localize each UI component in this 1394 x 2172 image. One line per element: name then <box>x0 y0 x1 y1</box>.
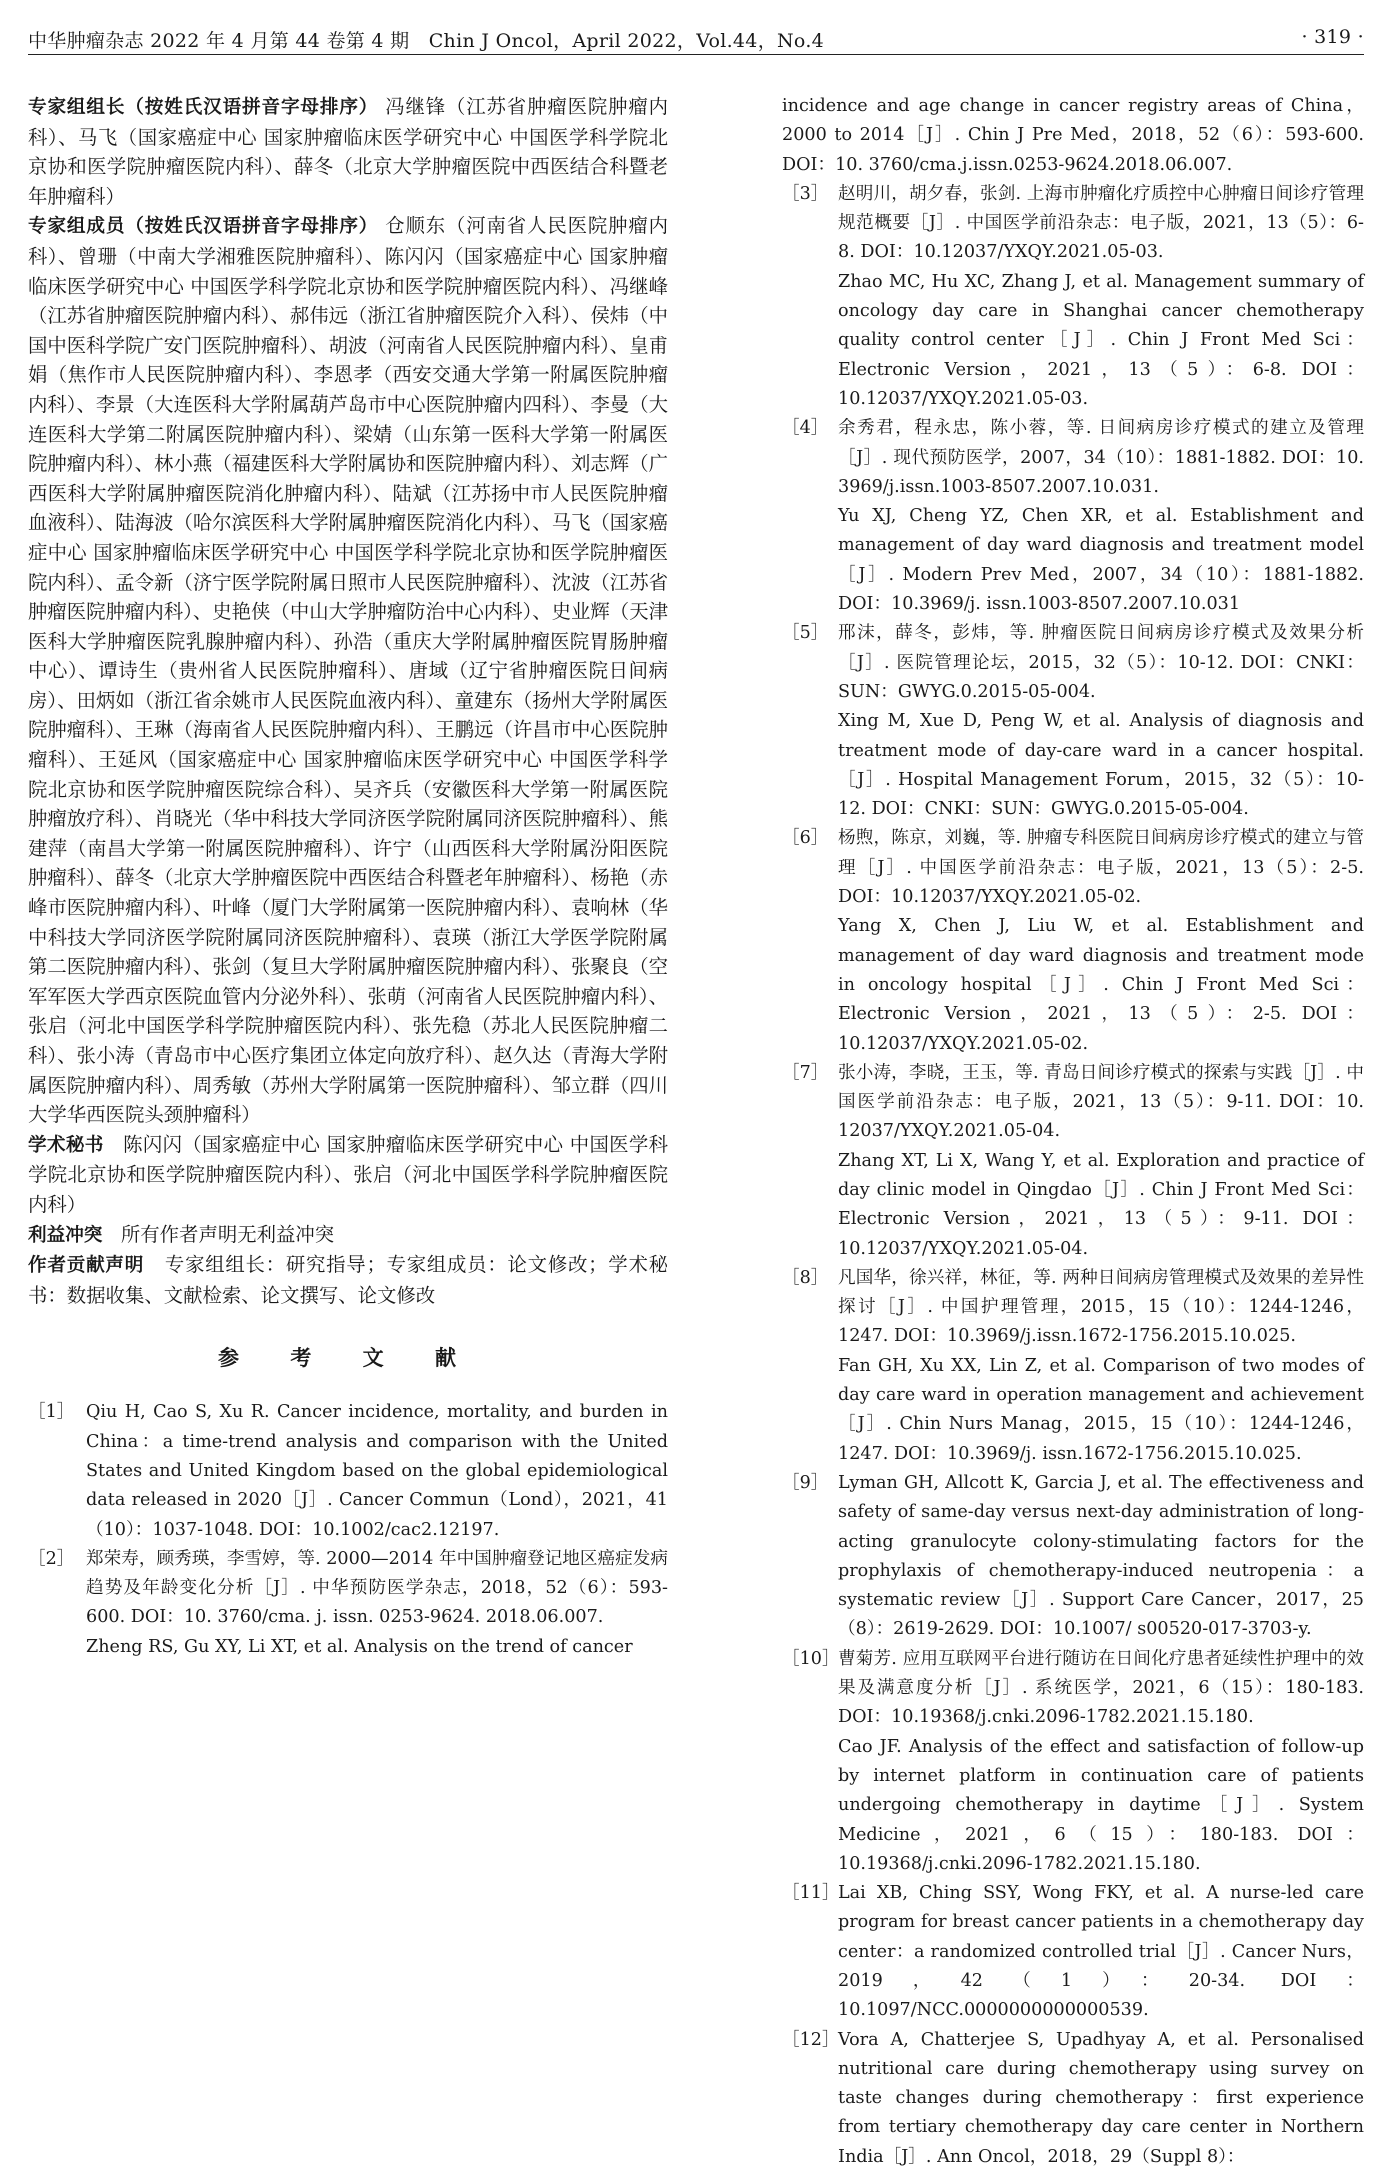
reference-number: ［8］ <box>782 1267 829 1288</box>
leader-text: 冯继锋（江苏省肿瘤医院肿瘤内科）、马飞（国家癌症中心 国家肿瘤临床医学研究中心 中国医学科学院北京协和医学院肿瘤医院内科）、薛冬（北京大学肿瘤医院中西医结合科暨老年肿瘤科） <box>28 95 668 208</box>
reference-number: ［6］ <box>782 828 829 849</box>
reference-number: ［10］ <box>782 1648 840 1669</box>
page-number: · 319 · <box>1301 26 1364 48</box>
reference-english: Fan GH, Xu XX, Lin Z, et al. Comparison of two modes of day care ward in operation management and achievement［J］. Chin Nurs Manag，2015，15（10）：1244-1246，1247. DOI：10.3969/j. issn.1672-1756.2015.10.025. <box>838 1355 1364 1464</box>
reference-number: ［3］ <box>782 183 829 204</box>
contrib-paragraph <box>28 1250 668 1310</box>
secretary-text: 陈闪闪（国家癌症中心 国家肿瘤临床医学研究中心 中国医学科学院北京协和医学院肿瘤医院内科）、张启（河北中国医学科学院肿瘤医院内科） <box>28 1132 669 1216</box>
contrib-label: 作者贡献声明 <box>28 1255 145 1277</box>
reference-number: ［1］ <box>28 1402 75 1423</box>
secretary-label: 学术秘书 <box>28 1134 104 1156</box>
reference-item <box>782 1469 1364 1645</box>
reference-english: Vora A, Chatterjee S, Upadhyay A, et al. Personalised nutritional care during chemotherapy using survey on taste changes during chemotherapy：first experience from tertiary chemotherapy day care center in Northern India［J］. Ann Oncol，2018，29（Suppl 8）： <box>838 2029 1364 2167</box>
reference-chinese: 赵明川，胡夕春，张剑. 上海市肿瘤化疗质控中心肿瘤日间诊疗管理规范概要［J］. 中国医学前沿杂志：电子版，2021，13（5）：6-8. DOI：10.12037/YXQY.2021.05-03. <box>838 183 1364 263</box>
reference-number: ［11］ <box>782 1883 840 1904</box>
reference-item <box>782 1645 1364 1879</box>
reference-english: Lyman GH, Allcott K, Garcia J, et al. The effectiveness and safety of same-day versus next-day administration of long-acting granulocyte colony-stimulating factors for the prophylaxis of chemotherapy-induced neutropenia：a systematic review［J］. Support Care Cancer，2017，25（8）：2619-2629. DOI：10.1007/ s00520-017-3703-y. <box>838 1472 1364 1640</box>
reference-item <box>782 2026 1364 2172</box>
members-text: 仓顺东（河南省人民医院肿瘤内科）、曾珊（中南大学湘雅医院肿瘤科）、陈闪闪（国家癌症中心 国家肿瘤临床医学研究中心 中国医学科学院北京协和医学院肿瘤医院内科）、冯继峰（江苏省肿瘤医院肿瘤内科）、郝伟远（浙江省肿瘤医院介入科）、侯炜（中国中医科学院广安门医院肿瘤科）、胡波（河南省人民医院肿瘤内科）、皇甫娟（焦作市人民医院肿瘤内科）、李恩孝（西安交通大学第一附属医院肿瘤内科）、李景（大连医科大学附属葫芦岛市中心医院肿瘤内四科）、李曼（大连医科大学第二附属医院肿瘤内科）、梁婧（山东第一医科大学第一附属医院肿瘤内科）、林小燕（福建医科大学附属协和医院肿瘤内科）、刘志辉（广西医科大学附属肿瘤医院消化肿瘤内科）、陆斌（江苏扬中市人民医院肿瘤血液科）、陆海波（哈尔滨医科大学附属肿瘤医院消化内科）、马飞（国家癌症中心 国家肿瘤临床医学研究中心 中国医学科学院北京协和医学院肿瘤医院内科）、孟令新（济宁医学院附属日照市人民医院肿瘤科）、沈波（江苏省肿瘤医院肿瘤内科）、史艳侠（中山大学肿瘤防治中心内科）、史业辉（天津医科大学肿瘤医院乳腺肿瘤内科）、孙浩（重庆大学附属肿瘤医院胃肠肿瘤中心）、谭诗生（贵州省人民医院肿瘤科）、唐域（辽宁省肿瘤医院日间病房）、田炳如（浙江省余姚市人民医院血液内科）、童建东（扬州大学附属医院肿瘤科）、王琳（海南省人民医院肿瘤内科）、王鹏远（许昌市中心医院肿瘤科）、王延风（国家癌症中心 国家肿瘤临床医学研究中心 中国医学科学院北京协和医学院肿瘤医院综合科）、吴齐兵（安徽医科大学第一附属医院肿瘤放疗科）、肖晓光（华中科技大学同济医学院附属同济医院肿瘤科）、熊建萍（南昌大学第一附属医院肿瘤科）、许宁（山西医科大学附属汾阳医院肿瘤科）、薛冬（北京大学肿瘤医院中西医结合科暨老年肿瘤科）、杨艳（赤峰市医院肿瘤内科）、叶峰（厦门大学附属第一医院肿瘤内科）、袁响林（华中科技大学同济医学院附属同济医院肿瘤科）、袁瑛（浙江大学医学院附属第二医院肿瘤内科）、张剑（复旦大学附属肿瘤医院肿瘤内科）、张聚良（空军军医大学西京医院血管内分泌外科）、张萌（河南省人民医院肿瘤内科）、张启（河北中国医学科学院肿瘤医院内科）、张先稳（苏北人民医院肿瘤二科）、张小涛（青岛市中心医疗集团立体定向放疗科）、赵久达（青海大学附属医院肿瘤内科）、周秀敏（苏州大学附属第一医院肿瘤科）、邹立群（四川大学华西医院头颈肿瘤科） <box>28 214 668 1127</box>
reference-item <box>782 1879 1364 2025</box>
journal-citation-header: 中华肿瘤杂志 2022 年 4 月第 44 卷第 4 期 Chin J Oncol，April 2022，Vol.44，No.4 <box>28 30 825 52</box>
reference-item <box>782 180 1364 414</box>
reference-english: Qiu H, Cao S, Xu R. Cancer incidence, mortality, and burden in China：a time-trend analysis and comparison with the United States and United Kingdom based on the global epidemiological data released in 2020［J］. Cancer Commun（Lond），2021，41（10）：1037-1048. DOI：10.1002/cac2.12197. <box>86 1402 668 1540</box>
reference-chinese: 张小涛，李晓，王玉，等. 青岛日间诊疗模式的探索与实践［J］. 中国医学前沿杂志：电子版，2021，13（5）：9-11. DOI：10. 12037/YXQY.2021.05-04. <box>838 1062 1364 1142</box>
reference-item <box>782 824 1364 1058</box>
reference-item <box>782 619 1364 824</box>
reference-chinese: 曹菊芳. 应用互联网平台进行随访在日间化疗患者延续性护理中的效果及满意度分析［J］. 系统医学，2021，6（15）：180-183. DOI：10.19368/j.cnki.2096-1782.2021.15.180. <box>838 1648 1364 1728</box>
reference-chinese: 郑荣寿，顾秀瑛，李雪婷，等. 2000—2014 年中国肿瘤登记地区癌症发病趋势及年龄变化分析［J］. 中华预防医学杂志，2018，52（6）：593-600. DOI：10. 3760/cma. j. issn. 0253-9624. 2018.06.007. <box>86 1548 668 1628</box>
reference-number: ［12］ <box>782 2029 840 2050</box>
reference-continuation: incidence and age change in cancer registry areas of China，2000 to 2014［J］. Chin J Pre Med，2018，52（6）：593-600. DOI：10. 3760/cma.j.issn.0253-9624.2018.06.007. <box>782 96 1364 175</box>
reference-english: Yang X, Chen J, Liu W, et al. Establishment and management of day ward diagnosis and treatment mode in oncology hospital［J］. Chin J Front Med Sci：Electronic Version，2021，13（5）：2-5. DOI：10.12037/YXQY.2021.05-02. <box>838 916 1364 1054</box>
reference-item <box>782 1264 1364 1469</box>
contrib-text: 专家组组长：研究指导；专家组成员：论文修改；学术秘书：数据收集、文献检索、论文撰写、论文修改 <box>28 1253 668 1307</box>
reference-chinese: 杨煦，陈京，刘巍，等. 肿瘤专科医院日间病房诊疗模式的建立与管理［J］. 中国医学前沿杂志：电子版，2021，13（5）：2-5. DOI：10.12037/YXQY.2021.05-02. <box>838 828 1364 908</box>
reference-item <box>782 414 1364 619</box>
reference-item <box>782 1059 1364 1264</box>
reference-english: Cao JF. Analysis of the effect and satisfaction of follow-up by internet platform in continuation care of patients undergoing chemotherapy in daytime［J］. System Medicine，2021，6（15）：180-183. DOI：10.19368/j.cnki.2096-1782.2021.15.180. <box>838 1736 1364 1874</box>
reference-english: Zhang XT, Li X, Wang Y, et al. Exploration and practice of day clinic model in Qingdao［J］. Chin J Front Med Sci：Electronic Version，2021，13（5）：9-11. DOI：10.12037/YXQY.2021.05-04. <box>838 1150 1364 1259</box>
leader-paragraph <box>28 92 668 211</box>
reference-number: ［2］ <box>28 1548 75 1569</box>
reference-number: ［5］ <box>782 623 829 644</box>
members-label: 专家组成员（按姓氏汉语拼音字母排序） <box>28 216 379 238</box>
reference-english: Yu XJ, Cheng YZ, Chen XR, et al. Establishment and management of day ward diagnosis and treatment model［J］. Modern Prev Med，2007，34（10）：1881-1882. DOI：10.3969/j. issn.1003-8507.2007.10.031 <box>838 506 1364 615</box>
reference-english: Zheng RS, Gu XY, Li XT, et al. Analysis on the trend of cancer <box>86 1636 633 1657</box>
reference-chinese: 余秀君，程永忠，陈小蓉，等. 日间病房诊疗模式的建立及管理［J］. 现代预防医学，2007，34（10）：1881-1882. DOI：10. 3969/j.issn.1003-8507.2007.10.031. <box>838 418 1364 497</box>
reference-english: Xing M, Xue D, Peng W, et al. Analysis of diagnosis and treatment mode of day-care ward in a cancer hospital.［J］. Hospital Management Forum，2015，32（5）：10-12. DOI：CNKI：SUN：GWYG.0.2015-05-004. <box>838 711 1364 820</box>
reference-item <box>28 1398 668 1544</box>
conflict-text: 所有作者声明无利益冲突 <box>120 1222 335 1246</box>
reference-number: ［9］ <box>782 1472 829 1493</box>
reference-item <box>28 1545 668 1662</box>
left-column <box>28 92 668 1662</box>
secretary-paragraph <box>28 1130 668 1220</box>
running-head <box>28 22 1364 55</box>
leader-label: 专家组组长（按姓氏汉语拼音字母排序） <box>28 97 379 118</box>
reference-english: Zhao MC, Hu XC, Zhang J, et al. Management summary of oncology day care in Shanghai cancer chemotherapy quality control center［J］. Chin J Front Med Sci：Electronic Version，2021，13（5）：6-8. DOI：10.12037/YXQY.2021.05-03. <box>838 271 1364 409</box>
reference-chinese: 凡国华，徐兴祥，林征，等. 两种日间病房管理模式及效果的差异性探讨［J］. 中国护理管理，2015，15（10）：1244-1246，1247. DOI：10.3969/j.issn.1672-1756.2015.10.025. <box>838 1267 1364 1347</box>
reference-number: ［7］ <box>782 1062 829 1083</box>
conflict-label: 利益冲突 <box>28 1224 103 1246</box>
reference-number: ［4］ <box>782 418 829 439</box>
members-paragraph <box>28 211 668 1129</box>
right-column <box>782 92 1364 2172</box>
reference-english: Lai XB, Ching SSY, Wong FKY, et al. A nurse-led care program for breast cancer patients in a chemotherapy day center：a randomized controlled trial［J］. Cancer Nurs，2019，42（1）：20-34. DOI：10.1097/NCC.0000000000000539. <box>838 1883 1364 2021</box>
reference-chinese: 邢沫，薛冬，彭炜，等. 肿瘤医院日间病房诊疗模式及效果分析［J］. 医院管理论坛，2015，32（5）：10-12. DOI：CNKI：SUN：GWYG.0.2015-05-004. <box>838 623 1364 702</box>
references-heading: 参 考 文 献 <box>218 1346 478 1371</box>
conflict-paragraph <box>28 1220 668 1251</box>
